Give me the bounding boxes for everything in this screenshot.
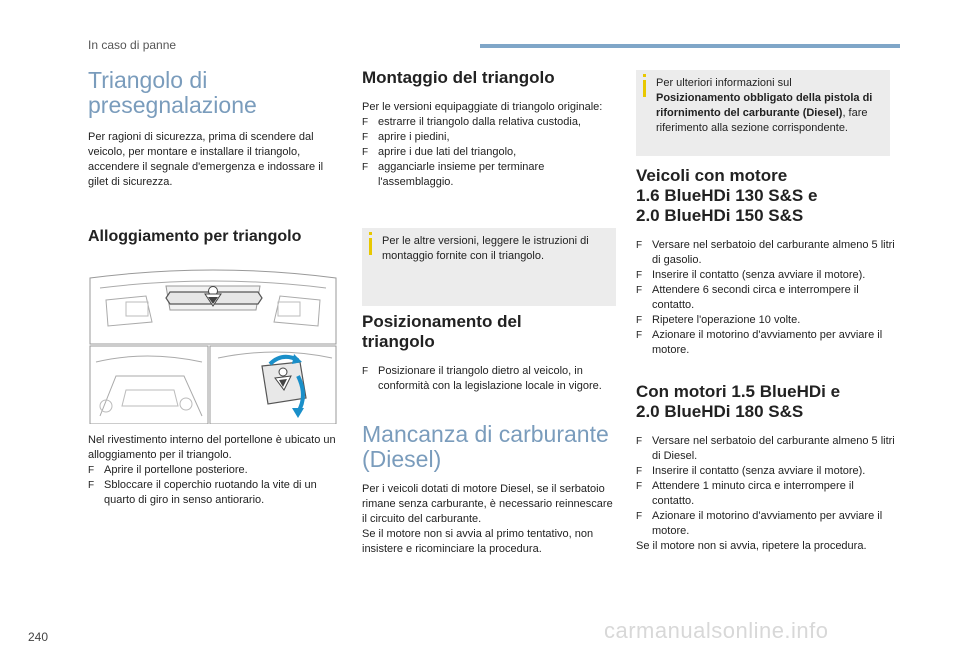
- engine1-title-line1: Veicoli con motore: [636, 166, 788, 185]
- bullet-text: Aprire il portellone posteriore.: [104, 464, 248, 476]
- info-text: [656, 76, 880, 136]
- engine1-title-line2: 1.6 BlueHDi 130 S&S e: [636, 186, 818, 205]
- list-item: [362, 145, 616, 160]
- list-item: [636, 268, 898, 283]
- bullet-mark: F: [636, 240, 643, 251]
- page-number: 240: [28, 630, 49, 644]
- bullet-text: Inserire il contatto (senza avviare il motore).: [652, 465, 866, 477]
- bullet-mark: F: [636, 285, 643, 296]
- info-text-bold: Posizionamento obbligato della pistola di rifornimento del carburante (Diesel): [656, 92, 873, 119]
- list-item: [362, 364, 616, 394]
- fuel-text-1: Per i veicoli dotati di motore Diesel, se il serbatoio rimane senza carburante, è necessario reinnescare il circuito del carburante.: [362, 483, 613, 525]
- engine1-bullet-list: [636, 238, 898, 358]
- info-box-other-versions: [362, 228, 616, 306]
- engine2-final-text: Se il motore non si avvia, ripetere la procedura.: [636, 540, 867, 552]
- list-item: [636, 313, 898, 328]
- bullet-mark: F: [88, 465, 95, 476]
- positioning-title-line1: Posizionamento del: [362, 312, 522, 331]
- engine2-title: [636, 382, 898, 422]
- fuel-title-line2: (Diesel): [362, 446, 442, 472]
- bullet-text: Versare nel serbatoio del carburante almeno 5 litri di gasolio.: [652, 239, 895, 266]
- list-item: [362, 160, 616, 190]
- bullet-text: estrarre il triangolo dalla relativa custodia,: [378, 116, 581, 128]
- bullet-mark: F: [636, 481, 643, 492]
- positioning-section: [362, 312, 616, 394]
- list-item: [636, 434, 898, 464]
- storage-title: Alloggiamento per triangolo: [88, 228, 302, 245]
- trunk-illustration-svg: [86, 266, 340, 424]
- list-item: [88, 478, 343, 508]
- list-item: [362, 115, 616, 130]
- bullet-text: aprire i piedini,: [378, 131, 450, 143]
- bullet-mark: F: [636, 330, 643, 341]
- bullet-mark: F: [362, 147, 369, 158]
- bullet-mark: F: [636, 466, 643, 477]
- list-item: [636, 479, 898, 509]
- triangle-title-line1: Triangolo di: [88, 67, 208, 93]
- list-item: [636, 509, 898, 539]
- bullet-mark: F: [636, 270, 643, 281]
- bullet-mark: F: [362, 162, 369, 173]
- bullet-text: Inserire il contatto (senza avviare il motore).: [652, 269, 866, 281]
- bullet-text: agganciarle insieme per terminare l'assemblaggio.: [378, 161, 545, 188]
- engine1-title-line3: 2.0 BlueHDi 150 S&S: [636, 206, 804, 225]
- bullet-mark: F: [636, 315, 643, 326]
- watermark: carmanualsonline.info: [604, 618, 829, 643]
- info-text-post: , fare riferimento alla sezione corrispondente.: [656, 107, 868, 134]
- fuel-section: [362, 422, 616, 557]
- section-header: In caso di panne: [88, 38, 177, 52]
- bullet-text: Ripetere l'operazione 10 volte.: [652, 314, 801, 326]
- info-icon-bar: [369, 238, 372, 255]
- info-text: Per le altre versioni, leggere le istruzioni di montaggio fornite con il triangolo.: [382, 235, 589, 262]
- assembly-bullet-list: [362, 115, 616, 190]
- column-2: [362, 68, 616, 190]
- bullet-mark: F: [636, 436, 643, 447]
- engine1-section: [636, 166, 898, 358]
- positioning-title: [362, 312, 616, 352]
- bullet-mark: F: [362, 366, 369, 377]
- bullet-text: Versare nel serbatoio del carburante almeno 5 litri di Diesel.: [652, 435, 895, 462]
- triangle-title: [88, 68, 343, 118]
- engine2-title-line1: Con motori 1.5 BlueHDi e: [636, 382, 841, 401]
- bullet-text: Posizionare il triangolo dietro al veicolo, in conformità con la legislazione locale in vigore.: [378, 365, 602, 392]
- bullet-text: Azionare il motorino d'avviamento per avviare il motore.: [652, 329, 883, 356]
- engine2-bullet-list: [636, 434, 898, 539]
- info-text-pre: Per ulteriori informazioni sul: [656, 77, 792, 89]
- bullet-mark: F: [636, 511, 643, 522]
- engine2-title-line2: 2.0 BlueHDi 180 S&S: [636, 402, 804, 421]
- header-bar: [480, 44, 900, 48]
- bullet-text: aprire i due lati del triangolo,: [378, 146, 517, 158]
- positioning-bullet-list: [362, 364, 616, 394]
- bullet-text: Azionare il motorino d'avviamento per avviare il motore.: [652, 510, 883, 537]
- bullet-mark: F: [88, 480, 95, 491]
- bullet-mark: F: [362, 132, 369, 143]
- info-icon: [643, 74, 646, 77]
- info-icon: [369, 232, 372, 235]
- assembly-intro: Per le versioni equipaggiate di triangolo originale:: [362, 101, 603, 113]
- assembly-title: Montaggio del triangolo: [362, 68, 555, 87]
- info-box-fuel-gun: [636, 70, 890, 156]
- bullet-text: Sbloccare il coperchio ruotando la vite di un quarto di giro in senso antiorario.: [104, 479, 317, 506]
- bullet-text: Attendere 6 secondi circa e interrompere il contatto.: [652, 284, 859, 311]
- list-item: [88, 463, 343, 478]
- column-1: [88, 68, 343, 246]
- storage-text: Nel rivestimento interno del portellone è ubicato un alloggiamento per il triangolo.: [88, 434, 336, 461]
- triangle-title-line2: presegnalazione: [88, 92, 257, 118]
- triangle-intro: Per ragioni di sicurezza, prima di scendere dal veicolo, per montare e installare il triangolo, accendere il segnale d'emergenza e indossare il gilet di sicurezza.: [88, 131, 324, 188]
- storage-body: [88, 433, 343, 508]
- list-item: [636, 238, 898, 268]
- fuel-text-2: Se il motore non si avvia al primo tentativo, non insistere e ricominciare la procedura.: [362, 528, 594, 555]
- list-item: [636, 464, 898, 479]
- bullet-mark: F: [362, 117, 369, 128]
- bullet-text: Attendere 1 minuto circa e interrompere il contatto.: [652, 480, 854, 507]
- engine2-section: [636, 382, 898, 554]
- positioning-title-line2: triangolo: [362, 332, 435, 351]
- storage-bullet-list: [88, 463, 343, 508]
- engine1-title: [636, 166, 898, 226]
- fuel-title-line1: Mancanza di carburante: [362, 421, 609, 447]
- list-item: [362, 130, 616, 145]
- info-icon-bar: [643, 80, 646, 97]
- list-item: [636, 283, 898, 313]
- trunk-illustration: [86, 266, 340, 424]
- fuel-title: [362, 422, 616, 472]
- list-item: [636, 328, 898, 358]
